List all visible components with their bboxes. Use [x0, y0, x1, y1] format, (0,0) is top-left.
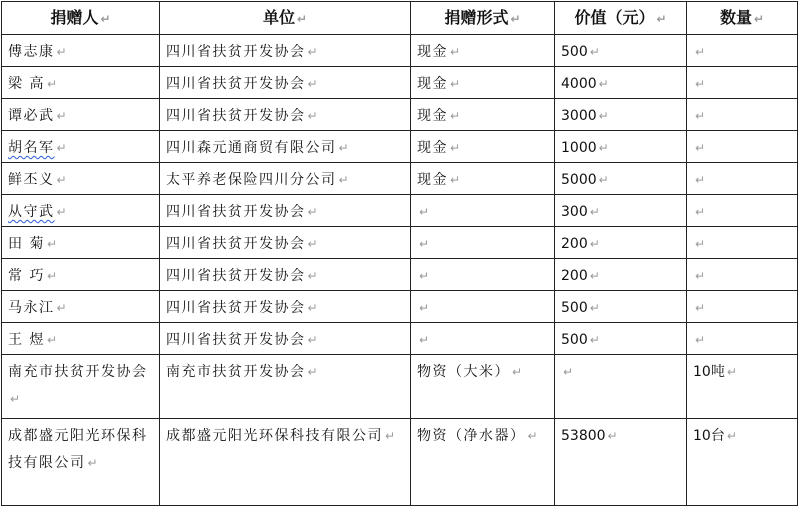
paragraph-mark-icon: ↵: [56, 301, 67, 315]
cell-unit: 四川省扶贫开发协会 ↵: [160, 227, 411, 259]
paragraph-mark-icon: ↵: [10, 392, 21, 406]
cell-unit: 四川省扶贫开发协会 ↵: [160, 99, 411, 131]
table-row: [2, 419, 798, 506]
paragraph-mark-icon: ↵: [296, 12, 308, 26]
paragraph-mark-icon: ↵: [46, 237, 58, 251]
paragraph-mark-icon: ↵: [589, 269, 600, 283]
cell-form: [411, 291, 555, 323]
cell-donor: 傅志康 ↵: [2, 35, 160, 67]
paragraph-mark-icon: ↵: [510, 12, 521, 26]
cell-quantity: [687, 163, 798, 195]
paragraph-mark-icon: ↵: [338, 173, 349, 187]
paragraph-mark-icon: ↵: [589, 301, 600, 315]
paragraph-mark-icon: ↵: [726, 365, 737, 379]
paragraph-mark-icon: ↵: [563, 365, 574, 379]
cell-form: [411, 195, 555, 227]
paragraph-mark-icon: ↵: [307, 365, 318, 379]
cell-donor: 常 巧 ↵: [2, 259, 160, 291]
paragraph-mark-icon: ↵: [695, 173, 706, 187]
table-header-row: [2, 2, 798, 35]
cell-form: 物资（净水器） ↵: [411, 419, 555, 506]
header-value: 价值（元） ↵: [555, 2, 687, 35]
paragraph-mark-icon: ↵: [56, 45, 67, 59]
cell-value: 4000 ↵: [555, 67, 687, 99]
cell-unit: 四川省扶贫开发协会 ↵: [160, 323, 411, 355]
table-row: [2, 355, 798, 419]
cell-donor: 谭必武 ↵: [2, 99, 160, 131]
cell-value: 3000 ↵: [555, 99, 687, 131]
paragraph-mark-icon: ↵: [753, 12, 765, 26]
cell-value: 200 ↵: [555, 259, 687, 291]
paragraph-mark-icon: ↵: [56, 109, 67, 123]
cell-value: 500 ↵: [555, 291, 687, 323]
cell-unit: 四川省扶贫开发协会 ↵: [160, 67, 411, 99]
cell-quantity: [687, 227, 798, 259]
cell-quantity: [687, 99, 798, 131]
paragraph-mark-icon: ↵: [695, 45, 706, 59]
paragraph-mark-icon: ↵: [46, 269, 58, 283]
paragraph-mark-icon: ↵: [695, 237, 706, 251]
paragraph-mark-icon: ↵: [307, 333, 318, 347]
paragraph-mark-icon: ↵: [695, 205, 706, 219]
paragraph-mark-icon: ↵: [419, 237, 430, 251]
paragraph-mark-icon: ↵: [419, 269, 430, 283]
cell-unit: 四川省扶贫开发协会 ↵: [160, 291, 411, 323]
paragraph-mark-icon: ↵: [607, 429, 618, 443]
paragraph-mark-icon: ↵: [598, 109, 609, 123]
cell-donor: [2, 195, 160, 227]
cell-donor: 马永江 ↵: [2, 291, 160, 323]
paragraph-mark-icon: ↵: [56, 205, 67, 219]
paragraph-mark-icon: ↵: [589, 205, 600, 219]
cell-form: 现金 ↵: [411, 163, 555, 195]
paragraph-mark-icon: ↵: [307, 269, 318, 283]
paragraph-mark-icon: ↵: [419, 301, 430, 315]
paragraph-mark-icon: ↵: [527, 429, 538, 443]
paragraph-mark-icon: ↵: [46, 333, 58, 347]
header-quantity: 数量 ↵: [687, 2, 798, 35]
cell-value: [555, 355, 687, 419]
paragraph-mark-icon: ↵: [307, 45, 318, 59]
cell-donor: [2, 131, 160, 163]
paragraph-mark-icon: ↵: [695, 269, 706, 283]
cell-unit: 太平养老保险四川分公司 ↵: [160, 163, 411, 195]
cell-unit: 四川省扶贫开发协会 ↵: [160, 195, 411, 227]
cell-value: 200 ↵: [555, 227, 687, 259]
paragraph-mark-icon: ↵: [450, 173, 461, 187]
paragraph-mark-icon: ↵: [385, 429, 396, 443]
paragraph-mark-icon: ↵: [695, 333, 706, 347]
table-row: [2, 67, 798, 99]
cell-form: 现金 ↵: [411, 35, 555, 67]
paragraph-mark-icon: ↵: [87, 456, 98, 470]
cell-form: 现金 ↵: [411, 131, 555, 163]
table-row: [2, 99, 798, 131]
cell-form: 现金 ↵: [411, 67, 555, 99]
paragraph-mark-icon: ↵: [598, 141, 609, 155]
spellcheck-underline: 胡名军: [8, 140, 55, 156]
table-row: [2, 323, 798, 355]
cell-donor: 田 菊 ↵: [2, 227, 160, 259]
paragraph-mark-icon: ↵: [307, 237, 318, 251]
table-row: [2, 163, 798, 195]
cell-form: [411, 259, 555, 291]
paragraph-mark-icon: ↵: [419, 333, 430, 347]
paragraph-mark-icon: ↵: [589, 333, 600, 347]
paragraph-mark-icon: ↵: [695, 109, 706, 123]
cell-form: 现金 ↵: [411, 99, 555, 131]
cell-quantity: [687, 291, 798, 323]
cell-quantity: [687, 195, 798, 227]
table-row: [2, 195, 798, 227]
cell-unit: 四川省扶贫开发协会 ↵: [160, 35, 411, 67]
cell-donor: 鲜丕义 ↵: [2, 163, 160, 195]
cell-unit: 四川省扶贫开发协会 ↵: [160, 259, 411, 291]
cell-form: 物资（大米） ↵: [411, 355, 555, 419]
cell-quantity: [687, 35, 798, 67]
paragraph-mark-icon: ↵: [100, 12, 111, 26]
cell-quantity: [687, 323, 798, 355]
paragraph-mark-icon: ↵: [450, 45, 461, 59]
cell-donor: 梁 高 ↵: [2, 67, 160, 99]
paragraph-mark-icon: ↵: [512, 365, 523, 379]
paragraph-mark-icon: ↵: [695, 141, 706, 155]
table-row: [2, 291, 798, 323]
paragraph-mark-icon: ↵: [419, 205, 430, 219]
header-form: 捐赠形式 ↵: [411, 2, 555, 35]
cell-form: [411, 323, 555, 355]
paragraph-mark-icon: ↵: [307, 301, 318, 315]
paragraph-mark-icon: ↵: [450, 77, 461, 91]
paragraph-mark-icon: ↵: [598, 77, 609, 91]
paragraph-mark-icon: ↵: [589, 237, 600, 251]
cell-unit: 南充市扶贫开发协会 ↵: [160, 355, 411, 419]
table-row: [2, 259, 798, 291]
table-row: [2, 131, 798, 163]
paragraph-mark-icon: ↵: [695, 301, 706, 315]
paragraph-mark-icon: ↵: [338, 141, 349, 155]
cell-quantity: 10吨 ↵: [687, 355, 798, 419]
cell-value: 5000 ↵: [555, 163, 687, 195]
paragraph-mark-icon: ↵: [695, 77, 706, 91]
cell-donor: 王 煜 ↵: [2, 323, 160, 355]
cell-value: 500 ↵: [555, 323, 687, 355]
cell-quantity: 10台 ↵: [687, 419, 798, 506]
cell-quantity: [687, 131, 798, 163]
paragraph-mark-icon: ↵: [450, 141, 461, 155]
paragraph-mark-icon: ↵: [56, 173, 67, 187]
table-row: [2, 227, 798, 259]
spellcheck-underline: 从守武: [8, 204, 55, 220]
header-unit: 单位 ↵: [160, 2, 411, 35]
paragraph-mark-icon: ↵: [307, 205, 318, 219]
paragraph-mark-icon: ↵: [46, 77, 58, 91]
paragraph-mark-icon: ↵: [726, 429, 737, 443]
cell-donor: 成都盛元阳光环保科技有限公司 ↵: [2, 419, 160, 506]
header-donor: 捐赠人 ↵: [2, 2, 160, 35]
cell-unit: 四川森元通商贸有限公司 ↵: [160, 131, 411, 163]
cell-unit: 成都盛元阳光环保科技有限公司 ↵: [160, 419, 411, 506]
cell-value: 300 ↵: [555, 195, 687, 227]
paragraph-mark-icon: ↵: [589, 45, 600, 59]
cell-value: 53800 ↵: [555, 419, 687, 506]
paragraph-mark-icon: ↵: [56, 141, 67, 155]
paragraph-mark-icon: ↵: [307, 109, 318, 123]
cell-value: 500 ↵: [555, 35, 687, 67]
table-row: [2, 35, 798, 67]
paragraph-mark-icon: ↵: [307, 77, 318, 91]
cell-donor: 南充市扶贫开发协会↵: [2, 355, 160, 419]
paragraph-mark-icon: ↵: [598, 173, 609, 187]
cell-form: [411, 227, 555, 259]
cell-quantity: [687, 259, 798, 291]
cell-quantity: [687, 67, 798, 99]
paragraph-mark-icon: ↵: [656, 12, 667, 26]
cell-value: 1000 ↵: [555, 131, 687, 163]
donation-table: [1, 1, 798, 506]
paragraph-mark-icon: ↵: [450, 109, 461, 123]
